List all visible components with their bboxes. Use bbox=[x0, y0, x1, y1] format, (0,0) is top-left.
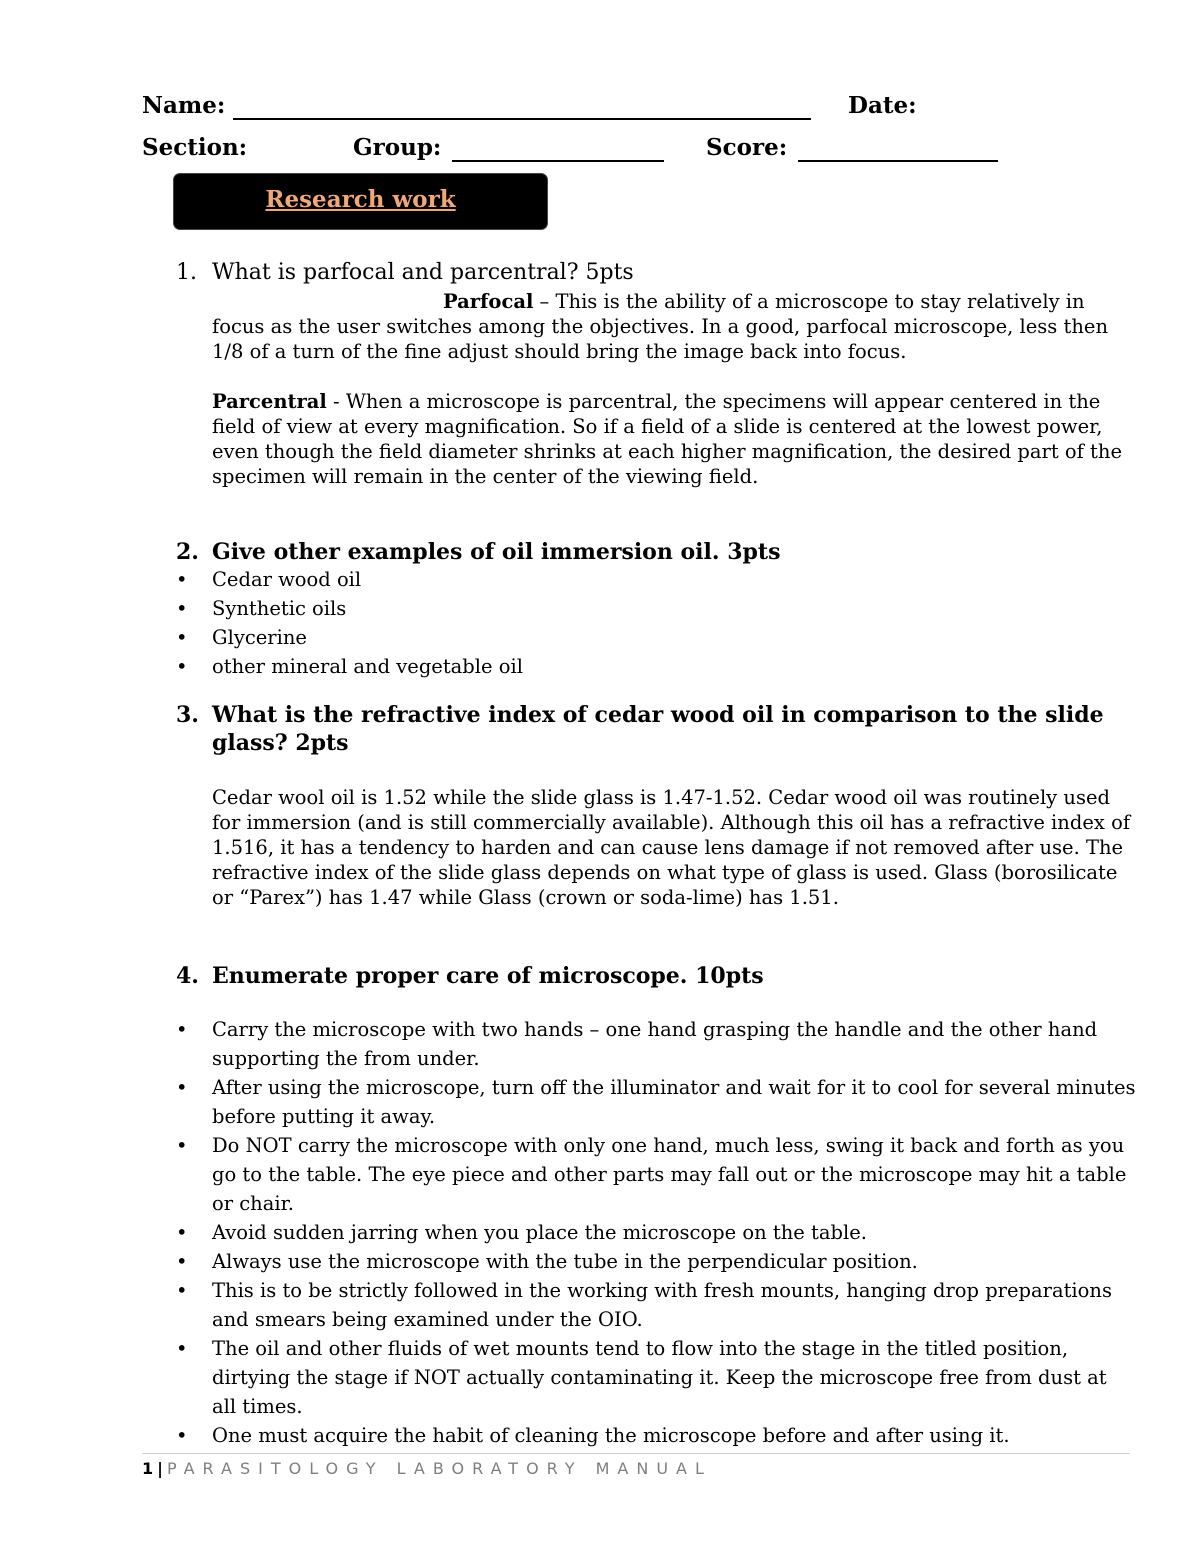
bullet-icon: • bbox=[176, 655, 188, 678]
list-item-text: other mineral and vegetable oil bbox=[212, 655, 523, 678]
parcentral-term: Parcentral bbox=[212, 390, 327, 413]
parcentral-definition bbox=[212, 389, 1137, 489]
parfocal-term: Parfocal bbox=[443, 290, 534, 313]
list-item bbox=[176, 1073, 1136, 1131]
parcentral-text: - When a microscope is parcentral, the specimens will appear centered in the field of view at every magnification. So if a field of a slide is centered at the lowest power, even though the field diameter shrinks at each higher magnification, the desired part of the specimen will remain in the center of the viewing field. bbox=[212, 390, 1122, 488]
list-item-text: Synthetic oils bbox=[212, 597, 347, 620]
list-item-text: The oil and other fluids of wet mounts tend to flow into the stage in the titled position, dirtying the stage if NOT actually contaminating it. Keep the microscope free from dust at all times. bbox=[212, 1337, 1107, 1418]
list-item-text: One must acquire the habit of cleaning the microscope before and after using it. bbox=[212, 1424, 1010, 1447]
question-4-number: 4. bbox=[176, 963, 199, 989]
question-1 bbox=[176, 259, 1116, 287]
bullet-icon: • bbox=[176, 1279, 188, 1302]
list-item-text: After using the microscope, turn off the illuminator and wait for it to cool for several minutes before putting it away. bbox=[212, 1076, 1136, 1128]
name-row bbox=[142, 92, 225, 119]
question-4-text: Enumerate proper care of microscope. 10pts bbox=[212, 963, 764, 989]
bullet-icon: • bbox=[176, 1018, 188, 1041]
bullet-icon: • bbox=[176, 597, 188, 620]
parfocal-text: – This is the ability of a microscope to stay relatively in focus as the user switches among the objectives. In a good, parfocal microscope, less then 1/8 of a turn of the fine adjust should bring the image back into focus. bbox=[212, 290, 1109, 363]
bullet-icon: • bbox=[176, 1221, 188, 1244]
bullet-icon: • bbox=[176, 1076, 188, 1099]
question-2-number: 2. bbox=[176, 539, 199, 565]
name-field[interactable] bbox=[233, 118, 811, 120]
question-3-number: 3. bbox=[176, 702, 199, 728]
list-item bbox=[176, 1334, 1136, 1421]
question-1-number: 1. bbox=[176, 260, 197, 285]
score-field[interactable] bbox=[798, 160, 998, 162]
footer-separator: | bbox=[157, 1459, 163, 1478]
list-item-text: Carry the microscope with two hands – one hand grasping the handle and the other hand supporting the from under. bbox=[212, 1018, 1098, 1070]
list-item bbox=[176, 1015, 1136, 1073]
oil-examples-list bbox=[176, 565, 1136, 681]
date-label: Date: bbox=[848, 92, 917, 119]
manual-title: PARASITOLOGY LABORATORY MANUAL bbox=[166, 1459, 712, 1478]
list-item bbox=[176, 1276, 1136, 1334]
group-field[interactable] bbox=[452, 160, 664, 162]
list-item bbox=[176, 1421, 1136, 1450]
question-3-text: What is the refractive index of cedar wood oil in comparison to the slide glass? 2pts bbox=[212, 702, 1104, 756]
research-work-banner bbox=[174, 174, 547, 229]
list-item bbox=[176, 1218, 1136, 1247]
list-item bbox=[176, 623, 1136, 652]
microscope-care-list bbox=[176, 1015, 1136, 1450]
bullet-icon: • bbox=[176, 1134, 188, 1157]
score-label: Score: bbox=[706, 134, 788, 161]
page-footer bbox=[142, 1459, 712, 1478]
footer-divider bbox=[142, 1453, 1130, 1454]
list-item bbox=[176, 1131, 1136, 1218]
list-item bbox=[176, 565, 1136, 594]
list-item-text: Cedar wood oil bbox=[212, 568, 362, 591]
bullet-icon: • bbox=[176, 568, 188, 591]
parfocal-definition bbox=[212, 289, 1137, 364]
question-3 bbox=[176, 701, 1116, 757]
question-2-text: Give other examples of oil immersion oil. 3pts bbox=[212, 539, 781, 565]
question-4 bbox=[176, 962, 1116, 990]
list-item-text: This is to be strictly followed in the working with fresh mounts, hanging drop preparations and smears being examined under the OIO. bbox=[212, 1279, 1112, 1331]
question-1-text: What is parfocal and parcentral? 5pts bbox=[212, 260, 634, 285]
group-label: Group: bbox=[353, 134, 442, 161]
list-item-text: Avoid sudden jarring when you place the microscope on the table. bbox=[212, 1221, 867, 1244]
bullet-icon: • bbox=[176, 1424, 188, 1447]
section-label: Section: bbox=[142, 134, 248, 161]
list-item-text: Always use the microscope with the tube in the perpendicular position. bbox=[212, 1250, 918, 1273]
bullet-icon: • bbox=[176, 1250, 188, 1273]
research-work-title: Research work bbox=[265, 186, 456, 213]
list-item bbox=[176, 594, 1136, 623]
list-item bbox=[176, 652, 1136, 681]
list-item-text: Glycerine bbox=[212, 626, 307, 649]
list-item bbox=[176, 1247, 1136, 1276]
list-item-text: Do NOT carry the microscope with only one hand, much less, swing it back and forth as you go to the table. The eye piece and other parts may fall out or the microscope may hit a table or chair. bbox=[212, 1134, 1127, 1215]
question-3-answer: Cedar wool oil is 1.52 while the slide glass is 1.47-1.52. Cedar wood oil was routinely used for immersion (and is still commercially available). Although this oil has a refractive index of 1.516, it has a tendency to harden and can cause lens damage if not removed after use. The refractive index of the slide glass depends on what type of glass is used. Glass (borosilicate or “Parex”) has 1.47 while Glass (crown or soda-lime) has 1.51. bbox=[212, 786, 1131, 909]
page-number: 1 bbox=[142, 1459, 154, 1478]
bullet-icon: • bbox=[176, 626, 188, 649]
name-label: Name: bbox=[142, 92, 226, 119]
question-2 bbox=[176, 538, 1116, 566]
bullet-icon: • bbox=[176, 1337, 188, 1360]
